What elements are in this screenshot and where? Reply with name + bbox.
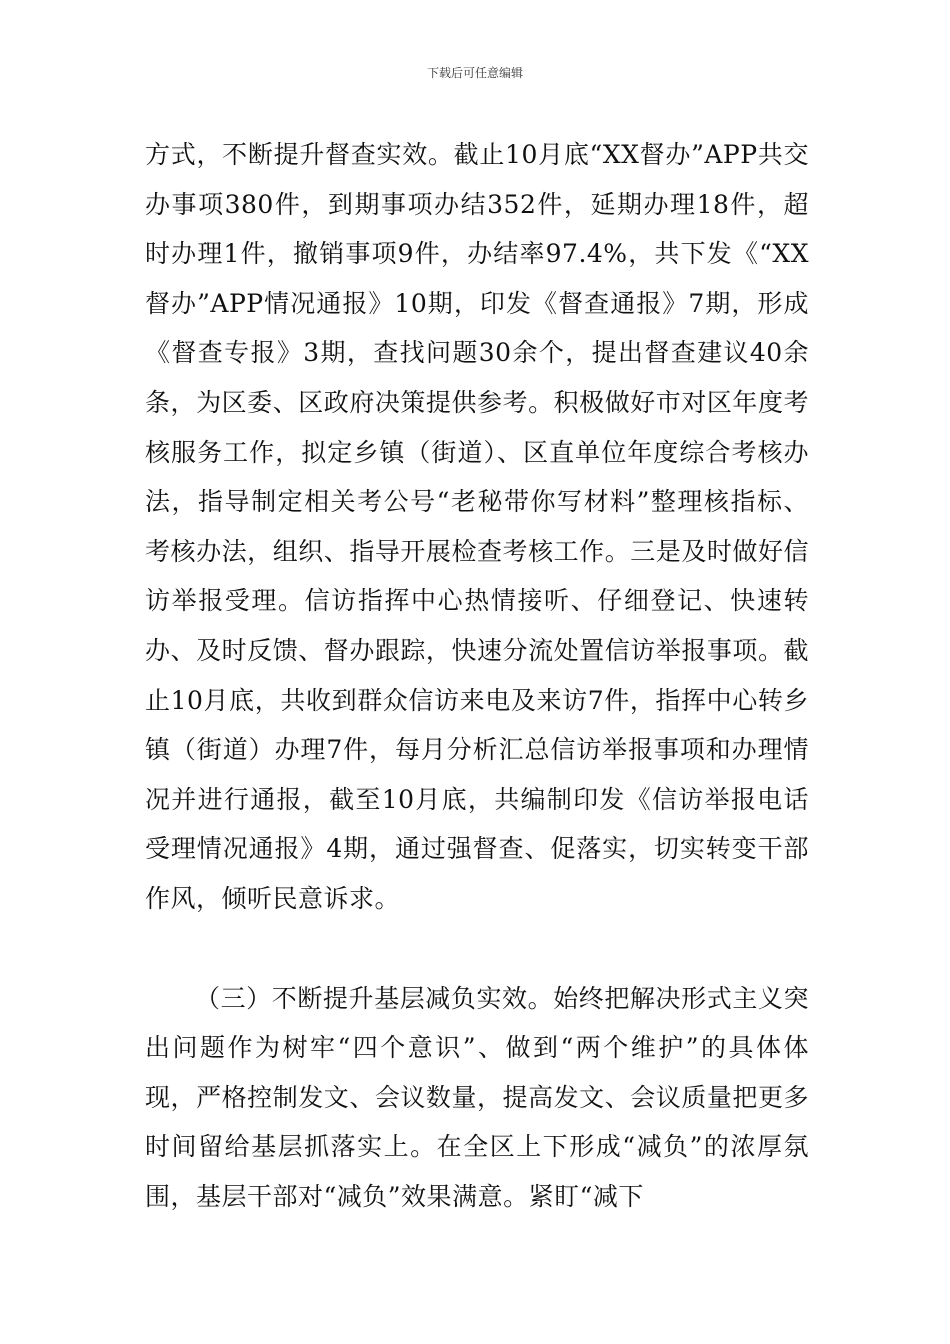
paragraph-spacer — [145, 924, 809, 974]
body-paragraph-1: 方式，不断提升督查实效。截止10月底“XX督办”APP共交办事项380件，到期事项办结352件，延期办理18件，超时办理1件，撤销事项9件，办结率97.4%，共下发《“XX督办”APP情况通报》10期，印发《督查通报》7期，形成《督查专报》3期，查找问题30余个，提出督查建议40余条，为区委、区政府决策提供参考。积极做好市对区年度考核服务工作，拟定乡镇（街道）、区直单位年度综合考核办法，指导制定相关考公号“老秘带你写材料”整理核指标、考核办法，组织、指导开展检查考核工作。三是及时做好信访举报受理。信访指挥中心热情接听、仔细登记、快速转办、及时反馈、督办跟踪，快速分流处置信访举报事项。截止10月底，共收到群众信访来电及来访7件，指挥中心转乡镇（街道）办理7件，每月分析汇总信访举报事项和办理情况并进行通报，截至10月底，共编制印发《信访举报电话受理情况通报》4期，通过强督查、促落实，切实转变干部作风，倾听民意诉求。 — [145, 140, 809, 913]
body-paragraph-2: （三）不断提升基层减负实效。始终把解决形式主义突出问题作为树牢“四个意识”、做到“两个维护”的具体体现，严格控制发文、会议数量，提高发文、会议质量把更多时间留给基层抓落实上。在全区上下形成“减负”的浓厚氛围，基层干部对“减负”效果满意。紧盯“减下 — [145, 983, 809, 1211]
page-header: 下载后可任意编辑 — [426, 66, 523, 80]
document-body — [145, 130, 809, 1221]
